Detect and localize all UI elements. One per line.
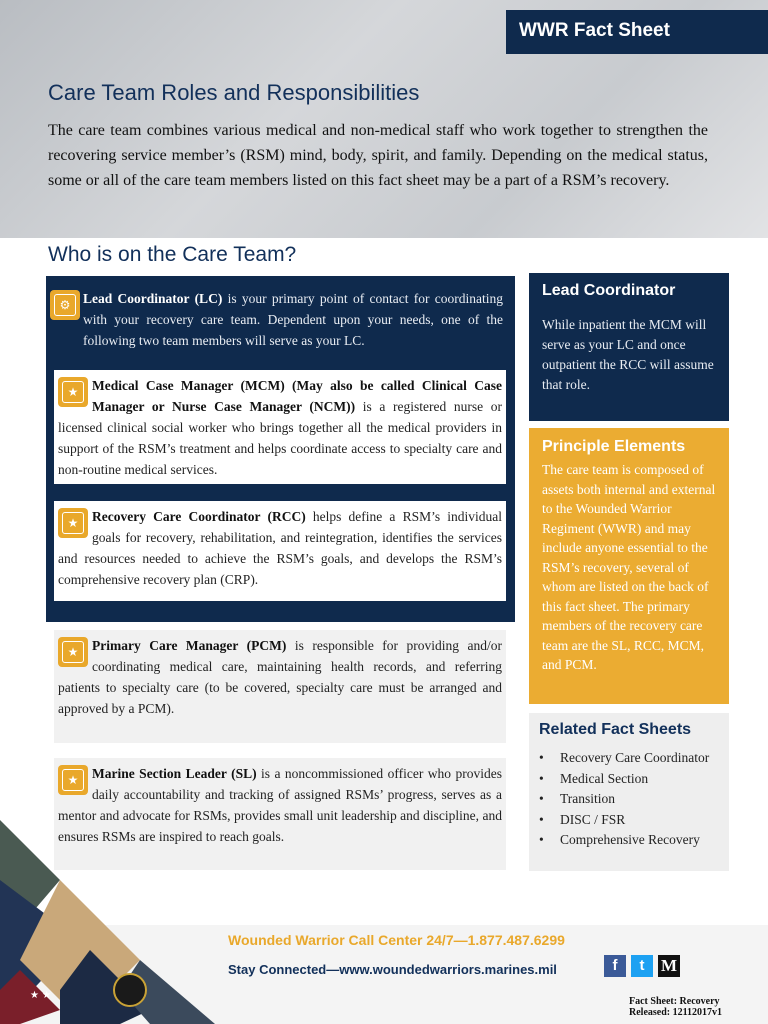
pcm-text: is responsible for providing and/or coordinating medical care, maintaining health records, and referring patients to specialty care (to be covered, specialty care must be arranged and approved by a PCM). (58, 638, 502, 716)
sl-name: Marine Section Leader (SL) (92, 766, 257, 781)
mcm-text: is a registered nurse or licensed clinical social worker who brings together all the medical providers in support of the RSM’s treatment and helps coordinate access to specialty care and non-routine medical services. (58, 399, 502, 477)
sl-text: is a noncommissioned officer who provides daily accountability and tracking of assigned RSMs’ progress, serves as a mentor and advocate for RSMs, provides small unit leadership and discipline, and ensures RSMs are inspired to reach goals. (58, 766, 502, 844)
related-fact-sheets-title: Related Fact Sheets (539, 721, 692, 738)
related-item[interactable]: • Comprehensive Recovery (539, 830, 729, 851)
photo-collage (0, 820, 215, 1024)
intro-paragraph: The care team combines various medical and non-medical staff who work together to strengthen the recovering service member’s (RSM) mind, body, spirit, and family. Depending on the medical status, some or all of the care team members listed on this fact sheet may be a part of a RSM’s recovery. (48, 122, 708, 189)
call-center: Wounded Warrior Call Center 24/7—1.877.487.6299 (228, 932, 565, 948)
people-icon: ★ (58, 637, 88, 667)
rcc-text: helps define a RSM’s individual goals for recovery, rehabilitation, and reintegration, identifies the services and resources needed to achieve the RSM’s goals, and develops the RSM’s comprehensive recovery plan (CRP). (58, 509, 503, 587)
related-item[interactable]: • Medical Section (539, 769, 729, 790)
social-links (604, 955, 680, 977)
mcm-card (54, 370, 506, 484)
collage-graphic (0, 820, 215, 1024)
people-icon: ★ (58, 765, 88, 795)
lead-coordinator-title: Lead Coordinator (542, 282, 676, 299)
pcm-name: Primary Care Manager (PCM) (92, 638, 287, 653)
twitter-icon[interactable]: t (631, 955, 653, 977)
facebook-icon[interactable]: f (604, 955, 626, 977)
fact-sheet-label (629, 996, 722, 1018)
fact-sheet-name: Fact Sheet: Recovery (629, 996, 720, 1007)
people-icon: ★ (58, 508, 88, 538)
section-title: Who is on the Care Team? (48, 243, 297, 266)
related-item[interactable]: • Recovery Care Coordinator (539, 748, 729, 769)
principle-elements-sidebar (529, 428, 729, 704)
pcm-card (54, 630, 506, 743)
related-list (529, 739, 729, 851)
rcc-name: Recovery Care Coordinator (RCC) (92, 509, 306, 524)
page-title: Care Team Roles and Responsibilities (48, 80, 420, 105)
mcm-name: Medical Case Manager (MCM) (May also be called Clinical Case Manager or Nurse Case Manager (NCM)) (92, 378, 502, 414)
lc-text: is your primary point of contact for coordinating with your recovery care team. Dependent upon your needs, one of the following two team members will serve as your LC. (83, 291, 503, 348)
lc-name: Lead Coordinator (LC) (83, 291, 223, 306)
rcc-card (54, 501, 506, 601)
stay-connected-link[interactable]: Stay Connected—www.woundedwarriors.marines.mil (228, 962, 557, 977)
hierarchy-icon: ⚙ (50, 290, 80, 325)
lead-coordinator-description (83, 288, 503, 351)
lead-coordinator-sidebar (529, 273, 729, 421)
marines-m-icon[interactable]: M (658, 955, 680, 977)
fact-sheet-badge: WWR Fact Sheet (506, 10, 768, 54)
principle-elements-title: Principle Elements (542, 438, 686, 455)
release-version: Released: 12112017v1 (629, 1007, 723, 1018)
related-item[interactable]: • DISC / FSR (539, 810, 729, 831)
principle-elements-text: The care team is composed of assets both internal and external to the Wounded Warrior Regiment (WWR) and may include anyone essential to the RSM’s recovery, several of whom are listed on the back of this fact sheet. The primary members of the recovery care team are the SL, RCC, MCM, and PCM. (542, 462, 716, 672)
related-fact-sheets (529, 713, 729, 871)
related-item[interactable]: • Transition (539, 789, 729, 810)
svg-text:★ ★: ★ ★ (30, 990, 52, 1001)
people-icon: ★ (58, 377, 88, 407)
header-banner (0, 0, 768, 238)
lead-coordinator-text: While inpatient the MCM will serve as your LC and once outpatient the RCC will assume that role. (542, 317, 714, 392)
